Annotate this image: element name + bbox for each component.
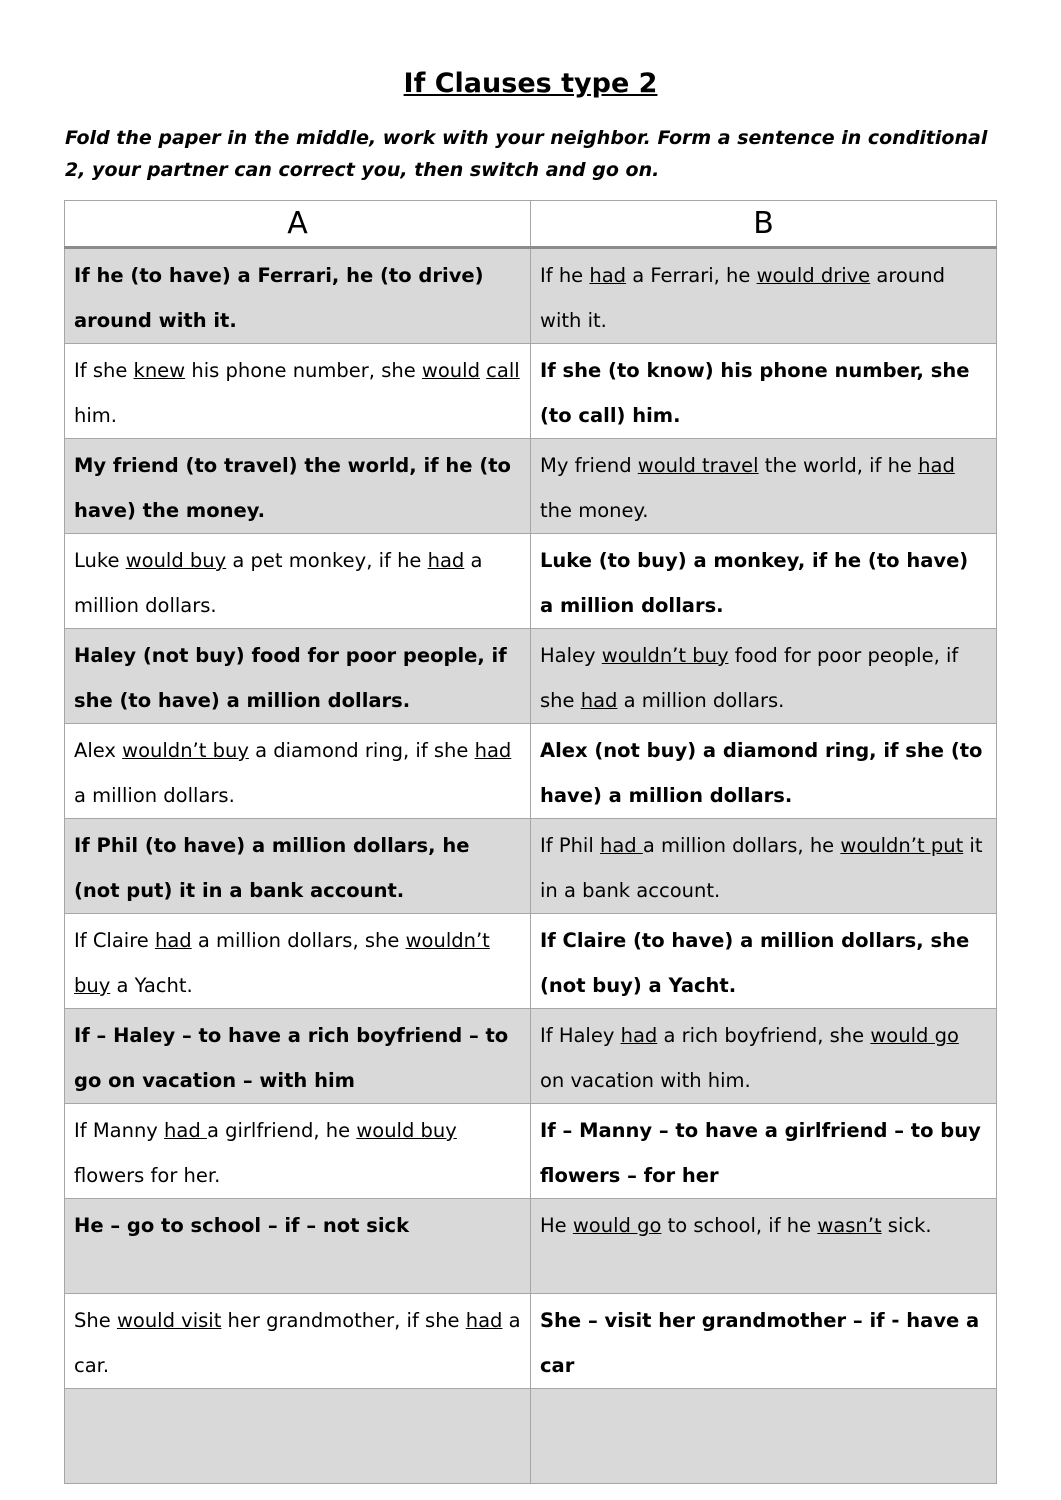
- sentence-text: her grandmother, if she: [221, 1309, 466, 1332]
- underlined-verb: would buy: [356, 1119, 457, 1142]
- underlined-verb: would go: [572, 1214, 662, 1237]
- underlined-verb: wasn’t: [817, 1214, 882, 1237]
- answer-sentence-b: [531, 1199, 997, 1294]
- column-header-a: A: [65, 201, 531, 248]
- answer-sentence-a: [65, 1294, 531, 1389]
- table-row: [65, 344, 997, 439]
- underlined-verb: had: [599, 834, 643, 857]
- sentence-text: flowers for her.: [74, 1164, 221, 1187]
- sentence-text: Haley: [540, 644, 602, 667]
- table-row: [65, 629, 997, 724]
- underlined-verb: wouldn’t: [405, 929, 490, 952]
- table-row: [65, 1104, 997, 1199]
- answer-sentence-a: [65, 914, 531, 1009]
- sentence-text: If Manny: [74, 1119, 165, 1142]
- sentence-text: a Yacht.: [110, 974, 193, 997]
- sentence-text: the money.: [540, 499, 649, 522]
- underlined-verb: had: [589, 264, 627, 287]
- sentence-text: a million dollars.: [617, 689, 785, 712]
- exercise-prompt-a: If he (to have) a Ferrari, he (to drive) around with it.: [65, 248, 531, 344]
- column-header-b: B: [531, 201, 997, 248]
- sentence-text: She: [74, 1309, 117, 1332]
- underlined-verb: had: [427, 549, 465, 572]
- sentence-text: If Phil: [540, 834, 600, 857]
- underlined-verb: wouldn’t put: [840, 834, 964, 857]
- sentence-text: a Ferrari, he: [626, 264, 757, 287]
- underlined-verb: had: [474, 739, 512, 762]
- table-header-row: [65, 201, 997, 248]
- answer-sentence-b: [531, 629, 997, 724]
- sentence-text: He: [540, 1214, 573, 1237]
- sentence-text: it in a bank account.: [540, 834, 983, 902]
- underlined-verb: would go: [870, 1024, 959, 1047]
- sentence-text: Alex: [74, 739, 123, 762]
- exercise-prompt-b: If Claire (to have) a million dollars, she (not buy) a Yacht.: [531, 914, 997, 1009]
- table-row: [65, 534, 997, 629]
- sentence-text: food for poor people, if she: [540, 644, 959, 712]
- empty-cell-a: [65, 1389, 531, 1484]
- worksheet-title: If Clauses type 2: [403, 68, 658, 99]
- sentence-text: Luke: [74, 549, 126, 572]
- sentence-text: If he: [540, 264, 590, 287]
- sentence-text: a million dollars, he: [642, 834, 841, 857]
- exercise-prompt-a: Haley (not buy) food for poor people, if she (to have) a million dollars.: [65, 629, 531, 724]
- underlined-verb: buy: [74, 974, 111, 997]
- underlined-verb: wouldn’t buy: [601, 644, 729, 667]
- instructions: Fold the paper in the middle, work with your neighbor. Form a sentence in conditional 2, your partner can correct you, then switch and go on.: [65, 127, 988, 181]
- table-row: [65, 1389, 997, 1484]
- table-row: [65, 1294, 997, 1389]
- table-row: [65, 914, 997, 1009]
- underlined-verb: would buy: [125, 549, 227, 572]
- sentence-text: around with it.: [540, 264, 945, 332]
- underlined-verb: call: [486, 359, 520, 382]
- underlined-verb: knew: [133, 359, 186, 382]
- underlined-verb: would visit: [116, 1309, 222, 1332]
- sentence-text: My friend: [540, 454, 638, 477]
- sentence-text: If she: [74, 359, 134, 382]
- exercise-prompt-a: He – go to school – if – not sick: [65, 1199, 531, 1294]
- sentence-text: a million dollars.: [74, 784, 235, 807]
- empty-cell-b: [531, 1389, 997, 1484]
- answer-sentence-b: [531, 248, 997, 344]
- sentence-text: a rich boyfriend, she: [657, 1024, 871, 1047]
- sentence-text: a million dollars.: [74, 549, 483, 617]
- answer-sentence-b: [531, 439, 997, 534]
- exercise-prompt-b: If she (to know) his phone number, she (to call) him.: [531, 344, 997, 439]
- exercise-prompt-a: If Phil (to have) a million dollars, he (not put) it in a bank account.: [65, 819, 531, 914]
- table-body: [65, 248, 997, 1484]
- sentence-text: sick.: [881, 1214, 932, 1237]
- underlined-verb: had: [580, 689, 618, 712]
- sentence-text: a million dollars, she: [191, 929, 406, 952]
- underlined-verb: would travel: [637, 454, 759, 477]
- underlined-verb: had: [465, 1309, 503, 1332]
- underlined-verb: had: [155, 929, 192, 952]
- sentence-text: his phone number, she: [185, 359, 422, 382]
- underlined-verb: had: [918, 454, 955, 477]
- exercise-prompt-b: Luke (to buy) a monkey, if he (to have) a million dollars.: [531, 534, 997, 629]
- underlined-verb: would: [421, 359, 480, 382]
- exercise-prompt-a: My friend (to travel) the world, if he (to have) the money.: [65, 439, 531, 534]
- table-row: [65, 439, 997, 534]
- table-row: [65, 819, 997, 914]
- answer-sentence-a: [65, 724, 531, 819]
- exercise-table: [64, 200, 997, 1484]
- answer-sentence-a: [65, 1104, 531, 1199]
- answer-sentence-b: [531, 1009, 997, 1104]
- sentence-text: a pet monkey, if he: [226, 549, 428, 572]
- sentence-text: on vacation with him.: [540, 1069, 751, 1092]
- sentence-text: a diamond ring, if she: [248, 739, 475, 762]
- exercise-prompt-b: Alex (not buy) a diamond ring, if she (to have) a million dollars.: [531, 724, 997, 819]
- underlined-verb: had: [620, 1024, 658, 1047]
- table-row: [65, 724, 997, 819]
- underlined-verb: had: [164, 1119, 207, 1142]
- sentence-text: the world, if he: [758, 454, 919, 477]
- sentence-text: a car.: [74, 1309, 521, 1377]
- answer-sentence-a: [65, 534, 531, 629]
- sentence-text: If Haley: [540, 1024, 621, 1047]
- exercise-prompt-b: If – Manny – to have a girlfriend – to buy flowers – for her: [531, 1104, 997, 1199]
- sentence-text: If Claire: [74, 929, 155, 952]
- table-row: [65, 1009, 997, 1104]
- sentence-text: a girlfriend, he: [206, 1119, 357, 1142]
- table-row: [65, 248, 997, 344]
- underlined-verb: wouldn’t buy: [122, 739, 249, 762]
- answer-sentence-a: [65, 344, 531, 439]
- table-row: [65, 1199, 997, 1294]
- exercise-prompt-a: If – Haley – to have a rich boyfriend – to go on vacation – with him: [65, 1009, 531, 1104]
- exercise-prompt-b: She – visit her grandmother – if - have a car: [531, 1294, 997, 1389]
- underlined-verb: would drive: [756, 264, 871, 287]
- sentence-text: him.: [74, 404, 117, 427]
- answer-sentence-b: [531, 819, 997, 914]
- sentence-text: to school, if he: [661, 1214, 818, 1237]
